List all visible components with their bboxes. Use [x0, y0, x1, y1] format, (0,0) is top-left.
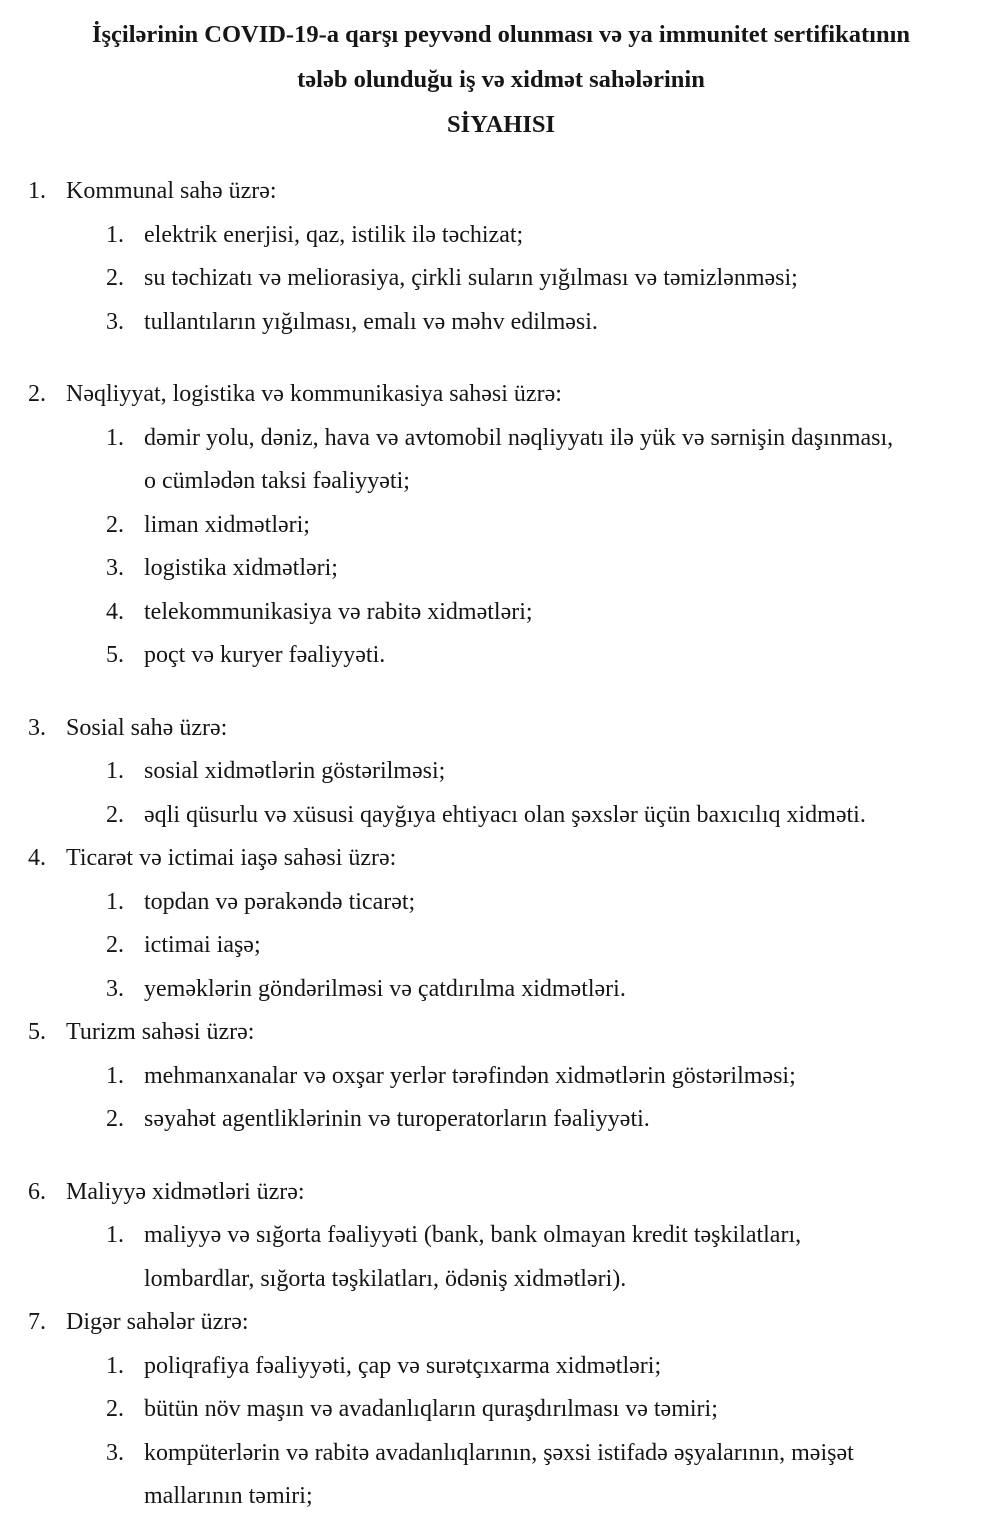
item-number: 2. — [106, 265, 124, 291]
section-number: 2. — [28, 381, 46, 407]
item-text — [144, 1098, 974, 1142]
list-item — [106, 1388, 974, 1432]
section — [28, 1171, 974, 1302]
item-line: o cümlədən taksi fəaliyyəti; — [144, 468, 410, 494]
item-line: mehmanxanalar və oxşar yerlər tərəfindən xidmətlərin göstərilməsi; — [144, 1062, 796, 1089]
section-number: 3. — [28, 714, 46, 741]
section — [28, 170, 974, 344]
item-line: elektrik enerjisi, qaz, istilik ilə təchizat; — [144, 221, 524, 248]
item-number: 5. — [106, 642, 124, 668]
section-heading: Sosial sahə üzrə: — [66, 714, 228, 741]
item-line: liman xidmətləri; — [144, 511, 310, 538]
item-line: su təchizatı və meliorasiya, çirkli suların yığılması və təmizlənməsi; — [144, 265, 798, 291]
item-text — [144, 591, 974, 635]
item-line: topdan və pərakəndə ticarət; — [144, 888, 416, 915]
section-heading-row — [28, 1011, 974, 1055]
item-number: 3. — [106, 975, 124, 1002]
sections-list — [28, 170, 974, 1519]
title-line-3: SİYAHISI — [446, 111, 556, 138]
section-number: 1. — [28, 178, 46, 204]
item-number: 2. — [106, 1396, 124, 1422]
item-line: mallarının təmiri; — [144, 1483, 313, 1509]
item-text — [144, 1345, 974, 1389]
section-heading: Nəqliyyat, logistika və kommunikasiya sahəsi üzrə: — [66, 381, 562, 407]
list-item — [106, 591, 974, 635]
item-line: kompüterlərin və rabitə avadanlıqlarının, şəxsi istifadə əşyalarının, məişət — [144, 1439, 854, 1466]
list-item — [106, 301, 974, 345]
item-text — [144, 214, 974, 258]
section-heading-row — [28, 1301, 974, 1345]
section-number: 7. — [28, 1309, 46, 1335]
item-text — [144, 1055, 974, 1099]
item-number: 2. — [106, 801, 124, 828]
item-line: tullantıların yığılması, emalı və məhv edilməsi. — [144, 308, 598, 335]
item-number: 1. — [106, 1352, 124, 1379]
list-item — [106, 634, 974, 678]
section-heading: Digər sahələr üzrə: — [66, 1309, 249, 1335]
item-number: 1. — [106, 888, 124, 915]
title-line-2: tələb olunduğu iş və xidmət sahələrinin — [297, 66, 705, 93]
item-text — [144, 1388, 974, 1432]
item-text — [144, 301, 974, 345]
section-heading-row — [28, 1171, 974, 1215]
section — [28, 1301, 974, 1519]
list-item — [106, 750, 974, 794]
list-item — [106, 1432, 974, 1519]
item-text — [144, 968, 974, 1012]
section-number: 6. — [28, 1178, 46, 1205]
item-line: poliqrafiya fəaliyyəti, çap və surətçıxarma xidmətləri; — [144, 1352, 662, 1379]
item-text — [144, 881, 974, 925]
section-heading: Turizm sahəsi üzrə: — [66, 1019, 255, 1045]
list-item — [106, 924, 974, 968]
section-heading-row — [28, 373, 974, 417]
item-line: sosial xidmətlərin göstərilməsi; — [144, 758, 446, 784]
item-text — [144, 1214, 974, 1301]
item-line: bütün növ maşın və avadanlıqların quraşdırılması və təmiri; — [144, 1396, 718, 1422]
list-item — [106, 214, 974, 258]
item-number: 2. — [106, 511, 124, 538]
section — [28, 707, 974, 838]
item-text — [144, 1432, 974, 1519]
section — [28, 1011, 974, 1142]
item-line: ictimai iaşə; — [144, 932, 261, 958]
list-item — [106, 417, 974, 504]
item-line: logistika xidmətləri; — [144, 555, 338, 581]
item-line: əqli qüsurlu və xüsusi qayğıya ehtiyacı olan şəxslər üçün baxıcılıq xidməti. — [144, 801, 866, 828]
list-item — [106, 1214, 974, 1301]
item-number: 2. — [106, 932, 124, 958]
item-line: maliyyə və sığorta fəaliyyəti (bank, bank olmayan kredit təşkilatları, — [144, 1222, 802, 1248]
list-item — [106, 1345, 974, 1389]
item-line: poçt və kuryer fəaliyyəti. — [144, 642, 386, 668]
section-heading-row — [28, 837, 974, 881]
item-line: telekommunikasiya və rabitə xidmətləri; — [144, 598, 533, 625]
section-heading: Ticarət və ictimai iaşə sahəsi üzrə: — [66, 845, 397, 871]
list-item — [106, 794, 974, 838]
document-title — [28, 12, 974, 147]
section — [28, 373, 974, 678]
list-item — [106, 547, 974, 591]
item-number: 1. — [106, 758, 124, 784]
list-item — [106, 1098, 974, 1142]
item-line: yeməklərin göndərilməsi və çatdırılma xidmətləri. — [144, 975, 626, 1002]
title-line-1: İşçilərinin COVID-19-a qarşı peyvənd olunması və ya immunitet sertifikatının — [91, 21, 911, 48]
item-text — [144, 417, 974, 504]
list-item — [106, 881, 974, 925]
item-number: 4. — [106, 598, 124, 625]
item-number: 3. — [106, 308, 124, 335]
item-number: 1. — [106, 1062, 124, 1089]
item-line: səyahət agentliklərinin və turoperatorların fəaliyyəti. — [144, 1106, 650, 1132]
list-item — [106, 1055, 974, 1099]
item-text — [144, 634, 974, 678]
list-item — [106, 968, 974, 1012]
section-heading: Maliyyə xidmətləri üzrə: — [66, 1178, 305, 1205]
section-heading-row — [28, 707, 974, 751]
item-text — [144, 924, 974, 968]
item-number: 1. — [106, 221, 124, 248]
section-heading-row — [28, 170, 974, 214]
item-number: 1. — [106, 424, 124, 451]
item-number: 3. — [106, 555, 124, 581]
item-text — [144, 547, 974, 591]
section — [28, 837, 974, 1011]
item-line: dəmir yolu, dəniz, hava və avtomobil nəqliyyatı ilə yük və sərnişin daşınması, — [144, 424, 894, 451]
item-text — [144, 794, 974, 838]
item-text — [144, 257, 974, 301]
item-number: 3. — [106, 1439, 124, 1466]
list-item — [106, 257, 974, 301]
item-line: lombardlar, sığorta təşkilatları, ödəniş xidmətləri). — [144, 1265, 627, 1292]
item-text — [144, 504, 974, 548]
item-text — [144, 750, 974, 794]
section-number: 5. — [28, 1019, 46, 1045]
list-item — [106, 504, 974, 548]
item-number: 2. — [106, 1106, 124, 1132]
item-number: 1. — [106, 1222, 124, 1248]
section-number: 4. — [28, 845, 46, 871]
section-heading: Kommunal sahə üzrə: — [66, 178, 277, 204]
